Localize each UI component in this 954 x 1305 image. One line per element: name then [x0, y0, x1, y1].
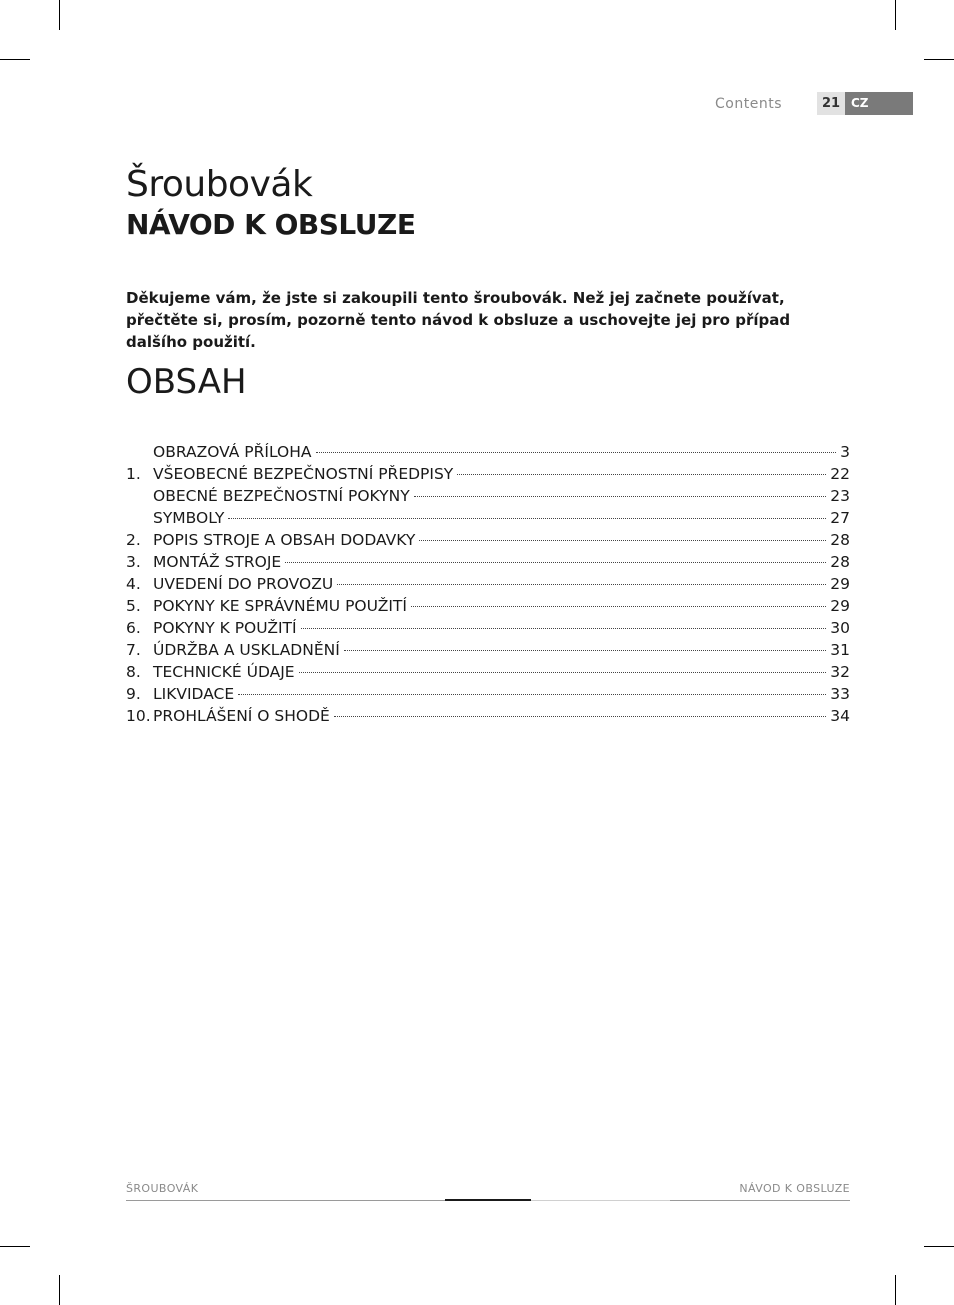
- toc-entry: [126, 619, 850, 641]
- toc-heading: OBSAH: [126, 362, 247, 402]
- document-subtitle: NÁVOD K OBSLUZE: [126, 208, 416, 241]
- toc-entry-number: 5.: [126, 597, 141, 615]
- document-title: Šroubovák: [126, 164, 313, 205]
- toc-entry-label: TECHNICKÉ ÚDAJE: [153, 663, 295, 681]
- toc-dot-leader: [411, 606, 826, 607]
- crop-mark-bottom-left: [59, 1275, 60, 1305]
- footer-right-label: NÁVOD K OBSLUZE: [739, 1182, 850, 1195]
- header-section-label: Contents: [715, 96, 782, 112]
- toc-entry-number: 8.: [126, 663, 141, 681]
- toc-entry-number: 2.: [126, 531, 141, 549]
- toc-entry-page: 29: [830, 597, 850, 615]
- toc-entry-page: 22: [830, 465, 850, 483]
- toc-entry-label: POKYNY K POUŽITÍ: [153, 619, 297, 637]
- footer-left-label: ŠROUBOVÁK: [126, 1182, 199, 1195]
- footer-rule-segment: [445, 1199, 531, 1201]
- language-badge: CZ: [845, 92, 913, 115]
- toc-entry-label: OBRAZOVÁ PŘÍLOHA: [153, 443, 312, 461]
- footer-rule: [126, 1199, 850, 1201]
- crop-mark-top-right: [895, 0, 896, 30]
- toc-entry-number: 1.: [126, 465, 141, 483]
- toc-entry: [126, 531, 850, 553]
- toc-entry-page: 27: [830, 509, 850, 527]
- toc-entry-number: 7.: [126, 641, 141, 659]
- toc-dot-leader: [228, 518, 826, 519]
- toc-entry-page: 3: [840, 443, 850, 461]
- page-indicator: [817, 92, 913, 115]
- toc-dot-leader: [344, 650, 826, 651]
- toc-entry-page: 31: [830, 641, 850, 659]
- toc-entry-page: 34: [830, 707, 850, 725]
- toc-dot-leader: [337, 584, 826, 585]
- footer-rule-segment: [126, 1200, 445, 1201]
- toc-entry-number: 10.: [126, 707, 151, 725]
- page-number: 21: [817, 92, 845, 115]
- intro-paragraph: Děkujeme vám, že jste si zakoupili tento šroubovák. Než jej začnete používat, přečtěte si, prosím, pozorně tento návod k obsluze a uschovejte jej pro případ dalšího použití.: [126, 289, 791, 351]
- footer-rule-segment: [670, 1200, 850, 1201]
- toc-entry-label: UVEDENÍ DO PROVOZU: [153, 575, 334, 593]
- toc-dot-leader: [414, 496, 827, 497]
- toc-entry-label: POPIS STROJE A OBSAH DODAVKY: [153, 531, 416, 549]
- toc-entry-label: OBECNÉ BEZPEČNOSTNÍ POKYNY: [153, 487, 410, 505]
- toc-entry: [126, 443, 850, 465]
- toc-entry-page: 28: [830, 531, 850, 549]
- toc-entry-number: 6.: [126, 619, 141, 637]
- footer-rule-segment: [531, 1200, 670, 1201]
- toc-dot-leader: [334, 716, 826, 717]
- crop-mark-bottom-right-h: [924, 1246, 954, 1247]
- table-of-contents: [126, 443, 850, 729]
- toc-entry-number: 4.: [126, 575, 141, 593]
- crop-mark-top-left: [59, 0, 60, 30]
- toc-entry: [126, 553, 850, 575]
- crop-mark-bottom-right: [895, 1275, 896, 1305]
- toc-entry-page: 28: [830, 553, 850, 571]
- toc-entry-page: 32: [830, 663, 850, 681]
- toc-entry-page: 23: [830, 487, 850, 505]
- toc-dot-leader: [316, 452, 837, 453]
- toc-entry-number: 3.: [126, 553, 141, 571]
- toc-entry: [126, 465, 850, 487]
- toc-entry: [126, 597, 850, 619]
- toc-entry-label: PROHLÁŠENÍ O SHODĚ: [153, 707, 330, 725]
- toc-entry: [126, 663, 850, 685]
- toc-dot-leader: [238, 694, 826, 695]
- toc-entry-number: 9.: [126, 685, 141, 703]
- toc-entry: [126, 707, 850, 729]
- toc-entry-page: 33: [830, 685, 850, 703]
- toc-entry-label: VŠEOBECNÉ BEZPEČNOSTNÍ PŘEDPISY: [153, 465, 454, 483]
- toc-entry-label: SYMBOLY: [153, 509, 225, 527]
- toc-dot-leader: [457, 474, 826, 475]
- toc-entry-label: POKYNY KE SPRÁVNÉMU POUŽITÍ: [153, 597, 407, 615]
- toc-entry-page: 29: [830, 575, 850, 593]
- crop-mark-bottom-left-h: [0, 1246, 30, 1247]
- toc-dot-leader: [301, 628, 827, 629]
- toc-dot-leader: [299, 672, 827, 673]
- crop-mark-top-left-h: [0, 59, 30, 60]
- toc-entry-page: 30: [830, 619, 850, 637]
- toc-entry: [126, 575, 850, 597]
- toc-dot-leader: [419, 540, 826, 541]
- toc-entry-label: ÚDRŽBA A USKLADNĚNÍ: [153, 641, 340, 659]
- toc-entry-label: MONTÁŽ STROJE: [153, 553, 282, 571]
- toc-entry: [126, 487, 850, 509]
- crop-mark-top-right-h: [924, 59, 954, 60]
- toc-entry: [126, 509, 850, 531]
- toc-dot-leader: [285, 562, 826, 563]
- toc-entry: [126, 685, 850, 707]
- toc-entry-label: LIKVIDACE: [153, 685, 235, 703]
- toc-entry: [126, 641, 850, 663]
